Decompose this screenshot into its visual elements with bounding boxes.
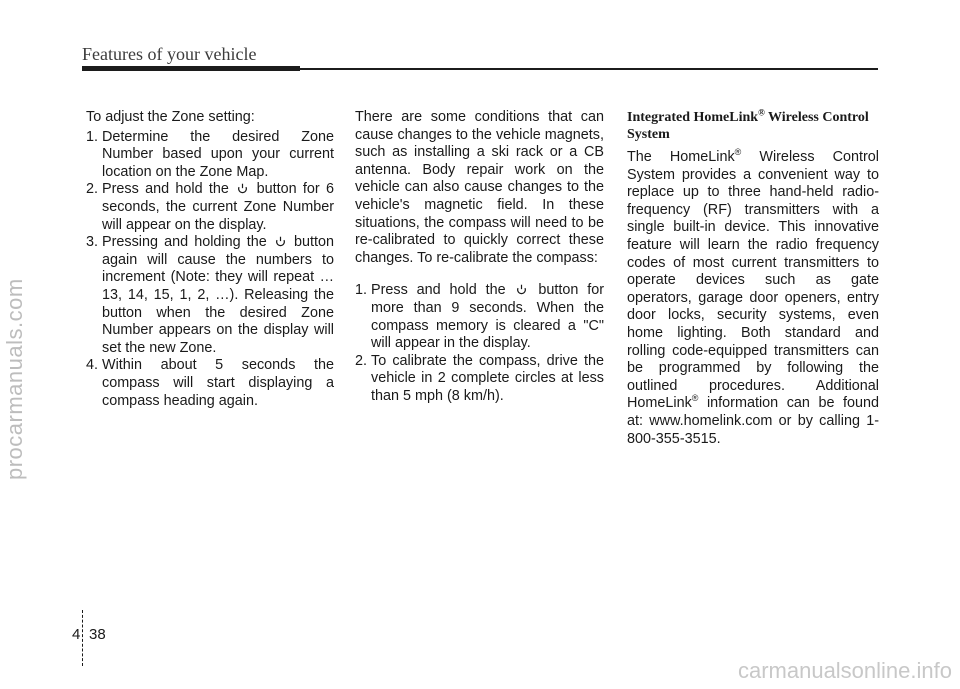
footer-divider: [82, 610, 83, 666]
step-number: 2.: [355, 352, 371, 369]
step-text-post: button for 6 seconds, the current Zone Number will appear on the display.: [102, 181, 334, 233]
header-rule-thick: [82, 66, 300, 71]
compass-button-icon: [516, 284, 527, 295]
page-header-title: Features of your vehicle: [82, 44, 257, 64]
step-text-post: button again will cause the numbers to increment (Note: they will repeat …13, 14, 15, 1, 2, …). Releasing the button when the desired Zone Number appears on the display will set the new Zone.: [102, 234, 335, 356]
step-number: 3.: [86, 234, 102, 251]
step-number: 1.: [355, 282, 371, 299]
calibration-step-1: [355, 282, 604, 352]
calibration-intro: There are some conditions that can cause changes to the vehicle magnets, such as installing a ski rack or a CB antenna. Body repair work on the vehicle can also cause changes to the vehicle's magnetic field. In these situations, the compass will need to be re-calibrated to quickly correct these changes. To re-calibrate the compass:: [355, 109, 604, 266]
step-text: To calibrate the compass, drive the vehicle in 2 complete circles at less than 5 mph (8 km/h).: [371, 352, 604, 404]
step-text: Within about 5 seconds the compass will start displaying a compass heading again.: [102, 357, 334, 409]
step-text-pre: Press and hold the: [102, 181, 229, 198]
step-text-pre: Pressing and holding the: [102, 234, 267, 251]
watermark-side: procarmanuals.com: [2, 278, 27, 480]
heading-text-cont: Wireless Control System: [627, 110, 869, 142]
column-calibration: [355, 109, 604, 406]
step-number: 2.: [86, 181, 102, 198]
chapter-number: 4: [72, 626, 81, 643]
homelink-body: [627, 149, 879, 448]
step-number: 1.: [86, 128, 102, 145]
body-text-end: information can be found at: www.homelink.com or by calling 1-800-355-3515.: [627, 395, 879, 447]
compass-button-icon: [237, 183, 248, 194]
step-text-post: button for more than 9 seconds. When the compass memory is cleared a "C" will appear in the display.: [371, 282, 605, 352]
page-number: 38: [89, 626, 106, 643]
heading-text: Integrated HomeLink: [627, 110, 759, 125]
zone-step-2: [86, 181, 334, 234]
watermark-footer: carmanualsonline.info: [737, 658, 952, 683]
zone-step-4: [86, 357, 334, 410]
registered-mark: ®: [758, 107, 765, 118]
homelink-heading: [627, 109, 879, 143]
registered-mark: ®: [734, 147, 742, 158]
calibration-step-2: [355, 353, 604, 406]
zone-intro: To adjust the Zone setting:: [86, 109, 255, 125]
body-text-cont: Wireless Control System provides a convenient way to replace up to three hand-held radio-frequency (RF) transmitters with a single built-in device. This innovative feature will learn the radio frequency codes of most current transmitters to operate devices such as gate operators, garage door openers, entry door locks, security systems, even home lighting. Both standard and rolling code-equipped transmitters can be programmed by following the outlined procedures. Additional HomeLink: [627, 149, 879, 412]
step-text: Determine the desired Zone Number based upon your current location on the Zone Map.: [102, 128, 334, 180]
compass-button-icon: [275, 236, 286, 247]
body-text: The HomeLink: [627, 149, 735, 165]
column-zone-setting: [86, 109, 334, 410]
step-number: 4.: [86, 357, 102, 374]
column-homelink: [627, 109, 879, 448]
header-rule-thin: [300, 68, 878, 70]
zone-step-1: [86, 129, 334, 182]
zone-step-3: [86, 234, 334, 357]
step-text-pre: Press and hold the: [371, 282, 506, 299]
registered-mark: ®: [691, 393, 699, 404]
